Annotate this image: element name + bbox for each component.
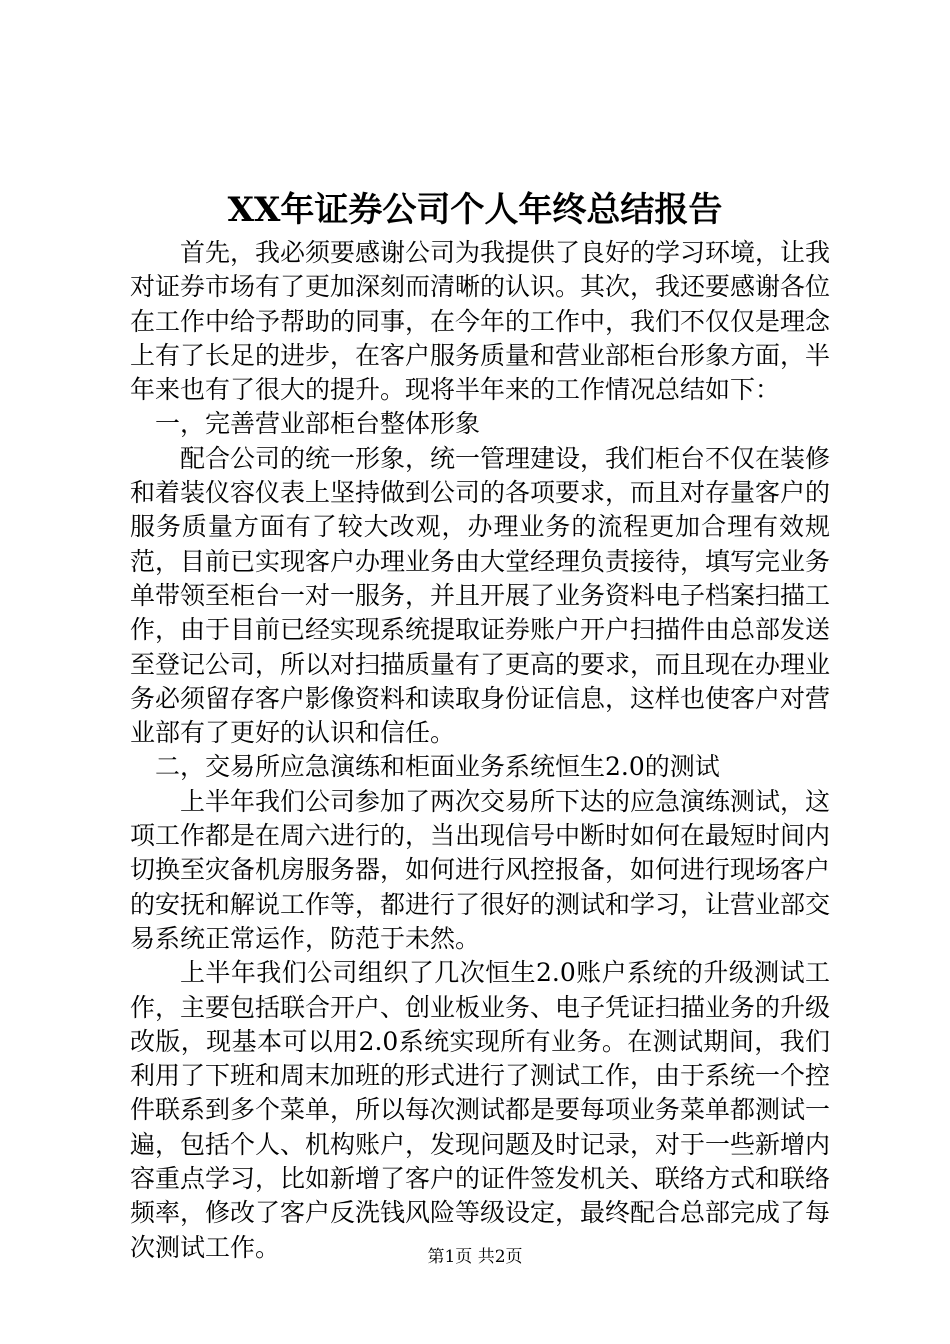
page-number-footer: 第1页 共2页 — [427, 1247, 523, 1267]
section-2-paragraph-1: 上半年我们公司参加了两次交易所下达的应急演练测试，这项工作都是在周六进行的，当出现信号中断时如何在最短时间内切换至灾备机房服务器，如何进行风控报备，如何进行现场客户的安抚和解说工作等，都进行了很好的测试和学习，让营业部交易系统正常运作，防范于未然。 — [130, 786, 831, 953]
section-1-heading: 一，完善营业部柜台整体形象 — [155, 409, 481, 439]
section-2-paragraph-2: 上半年我们公司组织了几次恒生2.0账户系统的升级测试工作，主要包括联合开户、创业板业务、电子凭证扫描业务的升级改版，现基本可以用2.0系统实现所有业务。在测试期间，我们利用了下班和周末加班的形式进行了测试工作，由于系统一个控件联系到多个菜单，所以每次测试都是要每项业务菜单都测试一遍，包括个人、机构账户，发现问题及时记录，对于一些新增内容重点学习，比如新增了客户的证件签发机关、联络方式和联络频率，修改了客户反洗钱风险等级设定，最终配合总部完成了每次测试工作。 — [130, 958, 831, 1262]
section-1-paragraph: 配合公司的统一形象，统一管理建设，我们柜台不仅在装修和着装仪容仪表上坚持做到公司的各项要求，而且对存量客户的服务质量方面有了较大改观，办理业务的流程更加合理有效规范，目前已实现客户办理业务由大堂经理负责接待，填写完业务单带领至柜台一对一服务，并且开展了业务资料电子档案扫描工作，由于目前已经实现系统提取证券账户开户扫描件由总部发送至登记公司，所以对扫描质量有了更高的要求，而且现在办理业务必须留存客户影像资料和读取身份证信息，这样也使客户对营业部有了更好的认识和信任。 — [130, 443, 831, 748]
intro-paragraph: 首先，我必须要感谢公司为我提供了良好的学习环境，让我对证券市场有了更加深刻而清晰的认识。其次，我还要感谢各位在工作中给予帮助的同事，在今年的工作中，我们不仅仅是理念上有了长足的进步，在客户服务质量和营业部柜台形象方面，半年来也有了很大的提升。现将半年来的工作情况总结如下： — [130, 238, 831, 405]
document-title: XX年证券公司个人年终总结报告 — [227, 190, 723, 230]
section-2-heading: 二，交易所应急演练和柜面业务系统恒生2.0的测试 — [155, 752, 720, 782]
document-body — [130, 236, 830, 1265]
